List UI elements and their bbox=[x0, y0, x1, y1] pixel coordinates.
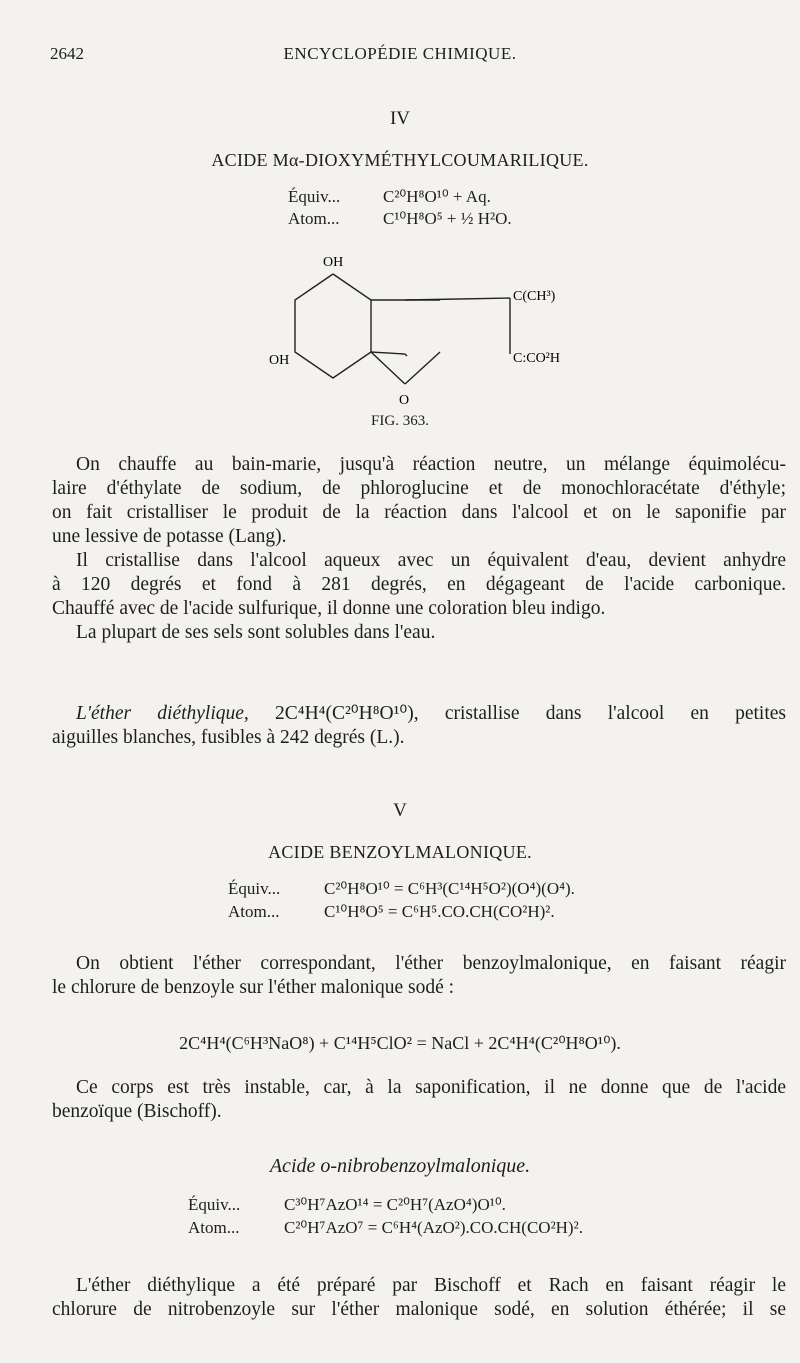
paragraph-line: La plupart de ses sels sont solubles dans l'eau. bbox=[76, 622, 436, 643]
paragraph-line: On obtient l'éther correspondant, l'éther benzoylmalonique, en faisant réagir bbox=[76, 953, 786, 974]
page-number: 2642 bbox=[50, 44, 84, 63]
paragraph-line: Chauffé avec de l'acide sulfurique, il donne une coloration bleu indigo. bbox=[52, 598, 606, 619]
ring-bond-bottom bbox=[371, 352, 405, 384]
paragraph-line: L'éther diéthylique a été préparé par Bischoff et Rach en faisant réagir le bbox=[76, 1275, 786, 1296]
paragraph-line: On chauffe au bain-marie, jusqu'à réaction neutre, un mélange équimolécu- bbox=[76, 454, 786, 475]
equiv-formula: C²⁰H⁸O¹⁰ + Aq. bbox=[383, 187, 491, 206]
atom-formula: C¹⁰H⁸O⁵ + ½ H²O. bbox=[383, 209, 512, 228]
atom-label: Atom... bbox=[188, 1218, 240, 1237]
paragraph-line: chlorure de nitrobenzoyle sur l'éther malonique sodé, en solution éthérée; il se bbox=[52, 1299, 786, 1320]
equiv-formula: C²⁰H⁸O¹⁰ = C⁶H³(C¹⁴H⁵O²)(O⁴)(O⁴). bbox=[324, 879, 575, 898]
atom-label: Atom... bbox=[288, 209, 340, 228]
atom-formula: C¹⁰H⁸O⁵ = C⁶H⁵.CO.CH(CO²H)². bbox=[324, 902, 555, 921]
section-v-title: ACIDE BENZOYLMALONIQUE. bbox=[268, 842, 532, 862]
reaction-equation: 2C⁴H⁴(C⁶H³NaO⁸) + C¹⁴H⁵ClO² = NaCl + 2C⁴H⁴(C²⁰H⁸O¹⁰). bbox=[179, 1033, 621, 1053]
equiv-formula: C³⁰H⁷AzO¹⁴ = C²⁰H⁷(AzO⁴)O¹⁰. bbox=[284, 1195, 506, 1214]
page-header bbox=[50, 44, 750, 70]
section-iv-atom bbox=[288, 209, 512, 229]
equiv-label: Équiv... bbox=[288, 187, 341, 206]
ether-line-2: aiguilles blanches, fusibles à 242 degrés (L.). bbox=[52, 727, 405, 748]
ether-line-1-rest: 2C⁴H⁴(C²⁰H⁸O¹⁰), cristallise dans l'alcool en petites bbox=[248, 703, 787, 724]
paragraph-line: une lessive de potasse (Lang). bbox=[52, 526, 287, 547]
paragraph-line: benzoïque (Bischoff). bbox=[52, 1101, 222, 1122]
oh-left-label: OH bbox=[269, 353, 290, 368]
figure-caption: FIG. 363. bbox=[371, 413, 429, 429]
section-iv-title: ACIDE Mα-DIOXYMÉTHYLCOUMARILIQUE. bbox=[211, 150, 589, 170]
section-iv-equiv bbox=[288, 187, 491, 207]
benzene-ring-right bbox=[333, 274, 371, 352]
section-v-numeral: V bbox=[393, 800, 407, 821]
running-title: ENCYCLOPÉDIE CHIMIQUE. bbox=[283, 44, 517, 63]
ether-paragraph bbox=[52, 702, 786, 750]
ether-italic: L'éther diéthylique, bbox=[76, 703, 249, 724]
paragraph-line: Il cristallise dans l'alcool aqueux avec un équivalent d'eau, devient anhydre bbox=[76, 550, 786, 571]
paragraph-line: laire d'éthylate de sodium, de phloroglucine et de monochloracétate d'éthyle; bbox=[52, 478, 786, 499]
oh-top-label: OH bbox=[323, 255, 344, 270]
paragraph-line: on fait cristalliser le produit de la réaction dans l'alcool et on le saponifie par bbox=[52, 502, 786, 523]
section-v-equiv bbox=[228, 879, 575, 899]
section-iv-text bbox=[52, 453, 786, 645]
atom-label: Atom... bbox=[228, 902, 280, 921]
benzene-ring-left bbox=[295, 274, 407, 378]
paragraph-line: Ce corps est très instable, car, à la saponification, il ne donne que de l'acide bbox=[76, 1077, 786, 1098]
equiv-label: Équiv... bbox=[228, 879, 281, 898]
subsection-title: Acide o-nibrobenzoylmalonique. bbox=[269, 1155, 531, 1177]
subsection-atom bbox=[188, 1218, 583, 1238]
atom-formula: C²⁰H⁷AzO⁷ = C⁶H⁴(AzO²).CO.CH(CO²H)². bbox=[284, 1218, 583, 1237]
section-v-atom bbox=[228, 902, 555, 922]
ether-line-1 bbox=[52, 702, 786, 726]
ring-bond-oxygen bbox=[405, 352, 440, 384]
structural-formula-figure bbox=[255, 252, 575, 412]
methyl-label: C(CH³) bbox=[513, 289, 556, 304]
section-v-paragraph-1 bbox=[52, 952, 786, 1000]
section-v-paragraph-2 bbox=[52, 1076, 786, 1124]
equiv-label: Équiv... bbox=[188, 1195, 241, 1214]
section-iv-numeral: IV bbox=[389, 108, 411, 129]
paragraph-line: à 120 degrés et fond à 281 degrés, en dégageant de l'acide carbonique. bbox=[52, 574, 786, 595]
section-v-paragraph-3 bbox=[52, 1274, 786, 1322]
paragraph-line: le chlorure de benzoyle sur l'éther malonique sodé : bbox=[52, 977, 455, 998]
ring-bond-to-c bbox=[405, 298, 510, 300]
oxygen-label: O bbox=[399, 393, 410, 408]
subsection-equiv bbox=[188, 1195, 506, 1215]
carboxyl-label: C:CO²H bbox=[513, 351, 560, 366]
